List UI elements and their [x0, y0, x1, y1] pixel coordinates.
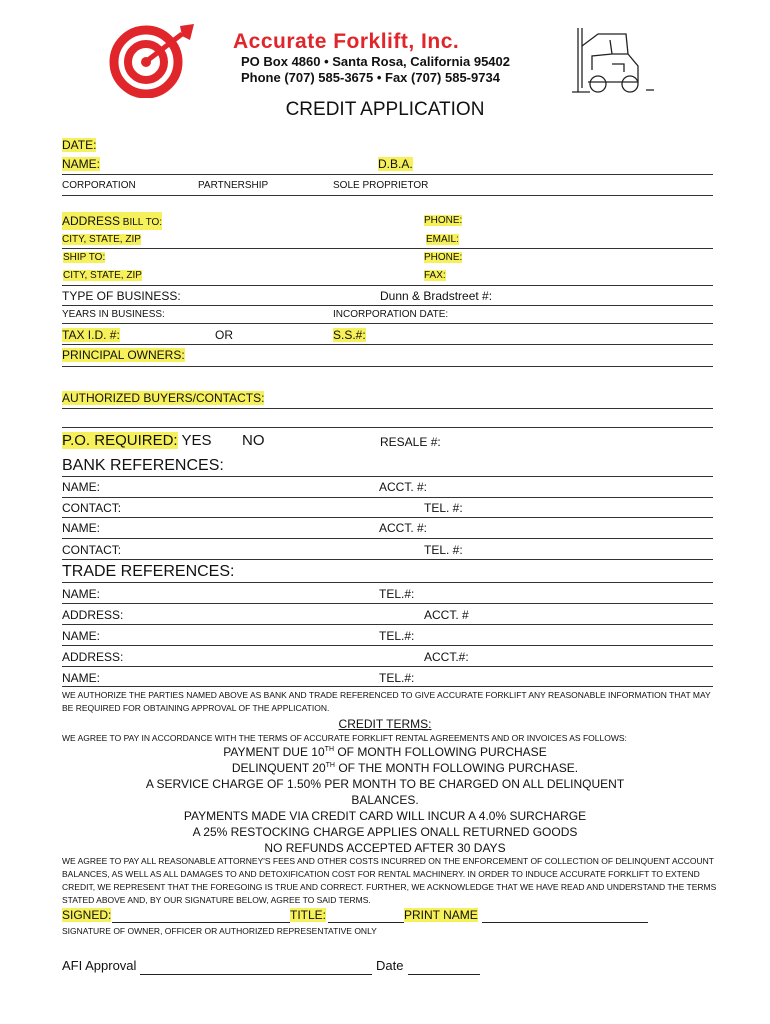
buyers-line-1[interactable] — [62, 408, 713, 409]
incorporation-date-label: INCORPORATION DATE: — [333, 309, 449, 320]
principal-owners-label: PRINCIPAL OWNERS: — [62, 348, 185, 362]
target-arrow-icon — [108, 20, 198, 98]
type-of-business-label: TYPE OF BUSINESS: — [62, 289, 181, 303]
trade-address-2-label: ADDRESS: — [62, 650, 124, 664]
company-name: Accurate Forklift, Inc. — [233, 30, 460, 53]
print-name-line[interactable] — [482, 922, 648, 923]
business-line[interactable] — [62, 305, 713, 306]
date-label: DATE: — [62, 138, 97, 152]
bank-contact-2-line[interactable] — [62, 559, 713, 560]
dunn-bradstreet-label: Dunn & Bradstreet #: — [380, 289, 493, 303]
principal-line[interactable] — [62, 366, 713, 367]
authorize-text-2: BE REQUIRED FOR OBTAINING APPROVAL OF THE APPLICATION. — [62, 703, 330, 713]
trade-references-heading: TRADE REFERENCES: — [62, 563, 235, 580]
bank-contact-1-line[interactable] — [62, 517, 713, 518]
trade-name-1-line[interactable] — [62, 603, 713, 604]
trade-heading-line — [62, 582, 713, 583]
resale-label: RESALE #: — [380, 435, 441, 449]
or-label: OR — [215, 328, 233, 342]
credit-card-surcharge-line: PAYMENTS MADE VIA CREDIT CARD WILL INCUR A 4.0% SURCHARGE — [183, 809, 587, 823]
dba-label: D.B.A. — [378, 157, 413, 171]
date-signature-label: Date — [376, 958, 404, 973]
delinquent-line: DELINQUENT 20TH OF THE MONTH FOLLOWING PURCHASE. — [231, 761, 579, 775]
trade-tel-3-label: TEL.#: — [379, 671, 415, 685]
po-required-row — [62, 432, 212, 449]
service-charge-line-1: A SERVICE CHARGE OF 1.50% PER MONTH TO BE CHARGED ON ALL DELINQUENT — [145, 777, 625, 791]
page-title: CREDIT APPLICATION — [285, 99, 485, 120]
bank-tel-2-label: TEL. #: — [424, 543, 463, 557]
bank-references-heading: BANK REFERENCES: — [62, 457, 224, 474]
name-line[interactable] — [62, 174, 713, 175]
signed-line[interactable] — [112, 922, 290, 923]
years-line[interactable] — [62, 323, 713, 324]
corporation-option[interactable]: CORPORATION — [62, 180, 136, 191]
forklift-illustration — [568, 26, 660, 96]
credit-terms-agree: WE AGREE TO PAY IN ACCORDANCE WITH THE TERMS OF ACCURATE FORKLIFT RENTAL AGREEMENTS AND OR INVOICES AS FOLLOWS: — [62, 733, 627, 743]
company-phone-fax: Phone (707) 585-3675 • Fax (707) 585-9734 — [241, 70, 500, 85]
trade-name-3-line[interactable] — [62, 686, 713, 687]
fax-label: FAX: — [424, 270, 446, 281]
phone-label: PHONE: — [424, 215, 463, 226]
trade-tel-2-label: TEL.#: — [379, 629, 415, 643]
title-label: TITLE: — [290, 908, 327, 922]
legal-text-2: BALANCES, AS WELL AS ALL DAMAGES TO AND DETOXIFICATION COST FOR RENTAL MACHINERY. IN ORDER TO INDUCE ACCURATE FORKLIFT TO EXTEND — [62, 869, 700, 879]
trade-tel-1-label: TEL.#: — [379, 587, 415, 601]
trade-name-1-label: NAME: — [62, 587, 101, 601]
tax-line[interactable] — [62, 344, 713, 345]
city-state-zip-label-1: CITY, STATE, ZIP — [62, 234, 141, 245]
ship-to-label: SHIP TO: — [63, 252, 106, 263]
phone-label-2: PHONE: — [424, 252, 463, 263]
print-name-label: PRINT NAME — [404, 908, 478, 922]
buyers-line-2[interactable] — [62, 427, 713, 428]
bank-acct-1-label: ACCT. #: — [379, 480, 428, 494]
bank-tel-1-label: TEL. #: — [424, 501, 463, 515]
po-yes-option[interactable]: YES — [177, 432, 212, 449]
date-signature-line[interactable] — [408, 974, 480, 975]
trade-name-3-label: NAME: — [62, 671, 101, 685]
legal-text-4: STATED ABOVE AND, BY OUR SIGNATURE BELOW, AGREE TO SAID TERMS. — [62, 895, 371, 905]
legal-text-3: CREDIT, WE REPRESENT THAT THE FOREGOING IS TRUE AND CORRECT. FURTHER, WE ACKNOWLEDGE THAT WE HAVE READ AND UNDERSTAND THE TERMS — [62, 882, 717, 892]
partnership-option[interactable]: PARTNERSHIP — [198, 180, 269, 191]
po-no-option[interactable]: NO — [242, 432, 265, 449]
sole-proprietor-option[interactable]: SOLE PROPRIETOR — [333, 180, 429, 191]
legal-text-1: WE AGREE TO PAY ALL REASONABLE ATTORNEY'S FEES AND OTHER COSTS INCURRED ON THE ENFORCEMENT OF COLLECTION OF DELINQUENT ACCOUNT — [62, 856, 714, 866]
trade-name-2-line[interactable] — [62, 645, 713, 646]
signature-note: SIGNATURE OF OWNER, OFFICER OR AUTHORIZED REPRESENTATIVE ONLY — [62, 926, 377, 936]
email-label: EMAIL: — [426, 234, 459, 245]
service-charge-line-2: BALANCES. — [351, 793, 419, 807]
afi-approval-label: AFI Approval — [62, 958, 137, 973]
city-state-zip-label-2: CITY, STATE, ZIP — [63, 270, 142, 281]
forklift-icon — [568, 26, 660, 96]
ssn-label: S.S.#: — [333, 328, 366, 342]
name-label: NAME: — [62, 157, 101, 171]
bank-name-2-line[interactable] — [62, 538, 713, 539]
years-in-business-label: YEARS IN BUSINESS: — [62, 309, 165, 320]
bill-to-line[interactable] — [62, 248, 713, 249]
authorized-buyers-label: AUTHORIZED BUYERS/CONTACTS: — [62, 391, 265, 405]
trade-name-2-label: NAME: — [62, 629, 101, 643]
bank-acct-2-label: ACCT. #: — [379, 521, 428, 535]
restocking-line: A 25% RESTOCKING CHARGE APPLIES ONALL RETURNED GOODS — [192, 825, 578, 839]
title-line[interactable] — [328, 922, 404, 923]
company-logo — [108, 20, 198, 98]
po-required-label: P.O. REQUIRED: — [62, 432, 178, 449]
bank-contact-2-label: CONTACT: — [62, 543, 122, 557]
tax-id-label: TAX I.D. #: — [62, 328, 120, 342]
trade-address-1-label: ADDRESS: — [62, 608, 124, 622]
trade-acct-2-label: ACCT.#: — [424, 650, 469, 664]
bank-contact-1-label: CONTACT: — [62, 501, 122, 515]
payment-due-line: PAYMENT DUE 10TH OF MONTH FOLLOWING PURCHASE — [223, 745, 547, 759]
entity-line — [62, 195, 713, 196]
bank-heading-line — [62, 476, 713, 477]
signed-label: SIGNED: — [62, 908, 112, 922]
company-address: PO Box 4860 • Santa Rosa, California 95402 — [241, 54, 511, 69]
trade-address-1-line[interactable] — [62, 624, 713, 625]
trade-address-2-line[interactable] — [62, 666, 713, 667]
credit-terms-heading: CREDIT TERMS: — [338, 717, 432, 731]
address-bill-to-label: ADDRESS BILL TO: — [62, 214, 163, 228]
authorize-text-1: WE AUTHORIZE THE PARTIES NAMED ABOVE AS BANK AND TRADE REFERENCED TO GIVE ACCURATE FORKLIFT ANY REASONABLE INFORMATION THAT MAY — [62, 690, 711, 700]
trade-acct-1-label: ACCT. # — [424, 608, 469, 622]
bank-name-1-label: NAME: — [62, 480, 101, 494]
afi-approval-line[interactable] — [140, 974, 372, 975]
bank-name-2-label: NAME: — [62, 521, 101, 535]
ship-to-line[interactable] — [62, 285, 713, 286]
no-refunds-line: NO REFUNDS ACCEPTED AFTER 30 DAYS — [264, 841, 506, 855]
bank-name-1-line[interactable] — [62, 497, 713, 498]
